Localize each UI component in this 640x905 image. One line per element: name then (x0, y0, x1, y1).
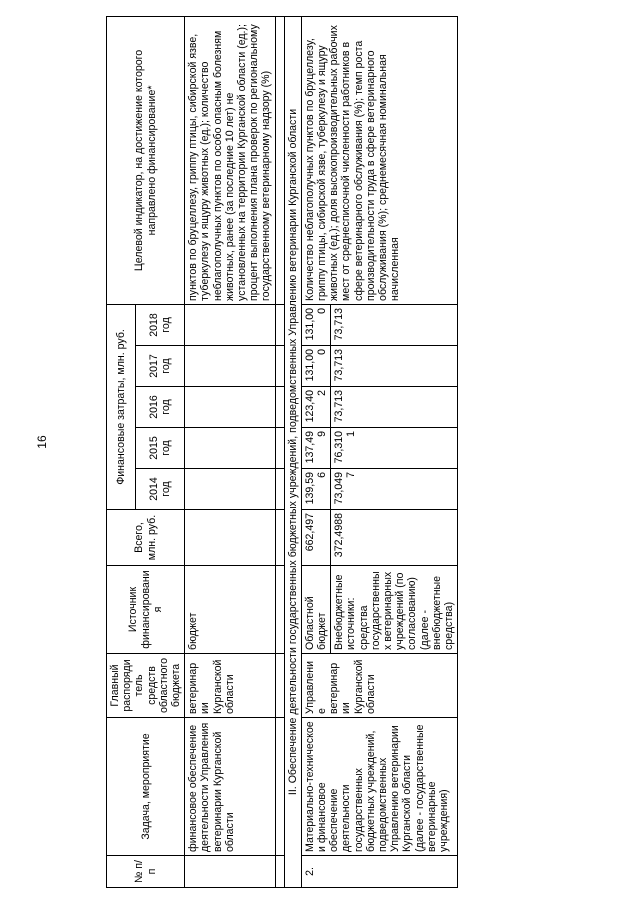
cell-indicator: Количество неблагополучных пунктов по бруцеллезу, гриппу птицы, сибирской язве, туберкулезу и ящуру животных (ед.); доля высокопроизводительных рабочих мест от среднесписочной численности работников в сфере ветеринарного обслуживания (%); темп роста производительности труда в сфере ветеринарного обслуживания (%); среднемесячная номинальная начисленная (301, 16, 457, 304)
cell-total: 662,497 (301, 510, 330, 566)
cell-source: Областной бюджет (301, 566, 330, 654)
cell-year: 73,0497 (331, 469, 458, 510)
page-number: 16 (35, 435, 49, 449)
header-year: 2017 год (135, 346, 184, 387)
cell-year (185, 469, 275, 510)
cell-year (185, 387, 275, 428)
header-distributor: Главный распорядитель средств областного бюджета (107, 654, 185, 718)
cell-indicator: пунктов по бруцеллезу, гриппу птицы, сибирской язве, туберкулезу и ящуру животных (ед.); количество неблагополучных пунктов по особо опасным болезням животных, ранее (за последние 10 лет) не установленных на территории Курганской области (ед.); процент выполнения плана проверок по региональному государственному ветеринарному надзору (%) (185, 16, 275, 304)
cell-year: 76,3101 (331, 428, 458, 469)
cell-distributor: Управление ветеринарии Курганской области (301, 654, 457, 718)
table-row (301, 16, 330, 887)
cell-task: финансовое обеспечение деятельности Управления ветеринарии Курганской области (185, 718, 275, 856)
header-year: 2015 год (135, 428, 184, 469)
header-task: Задача, мероприятие (107, 718, 185, 856)
cell-total (185, 510, 275, 566)
table-row (185, 16, 275, 887)
cell-year: 123,402 (301, 387, 330, 428)
cell-year: 73,713 (331, 346, 458, 387)
section-row (284, 16, 301, 887)
cell-source: Внебюджетные источники: средства государственных ветеринарных учреждений (по согласованию) (далее - внебюджетные средства) (331, 566, 458, 654)
cell-year (185, 428, 275, 469)
cell-year (185, 304, 275, 345)
cell-year (185, 346, 275, 387)
cell-no: 2. (301, 856, 457, 888)
cell-year: 131,000 (301, 304, 330, 345)
cell-year: 73,713 (331, 304, 458, 345)
header-row (107, 16, 136, 887)
cell-distributor: ветеринарии Курганской области (185, 654, 275, 718)
header-year: 2014 год (135, 469, 184, 510)
header-no: № п/п (107, 856, 185, 888)
cell-no (185, 856, 275, 888)
cell-source: бюджет (185, 566, 275, 654)
spacer-row (275, 16, 284, 887)
cell-task: Материально-техническое и финансовое обеспечение деятельности государственных бюджетных учреждений, подведомственных Управлению ветеринарии Курганской области (далее - государственные ветеринарные учреждения) (301, 718, 457, 856)
header-year: 2016 год (135, 387, 184, 428)
header-year: 2018 год (135, 304, 184, 345)
program-table (106, 16, 458, 888)
cell-year: 131,000 (301, 346, 330, 387)
section-title: II. Обеспечение деятельности государственных бюджетных учреждений, подведомственных Управлению ветеринарии Курганской области (284, 16, 301, 887)
cell-year: 139,596 (301, 469, 330, 510)
header-source: Источник финансирования (107, 566, 185, 654)
cell-total: 372,4988 (331, 510, 458, 566)
cell-year: 137,499 (301, 428, 330, 469)
header-indicator: Целевой индикатор, на достижение которого направлено финансирование* (107, 16, 185, 304)
header-total: Всего, млн. руб. (107, 510, 185, 566)
header-costs-group: Финансовые затраты, млн. руб. (107, 304, 136, 509)
cell-year: 73,713 (331, 387, 458, 428)
